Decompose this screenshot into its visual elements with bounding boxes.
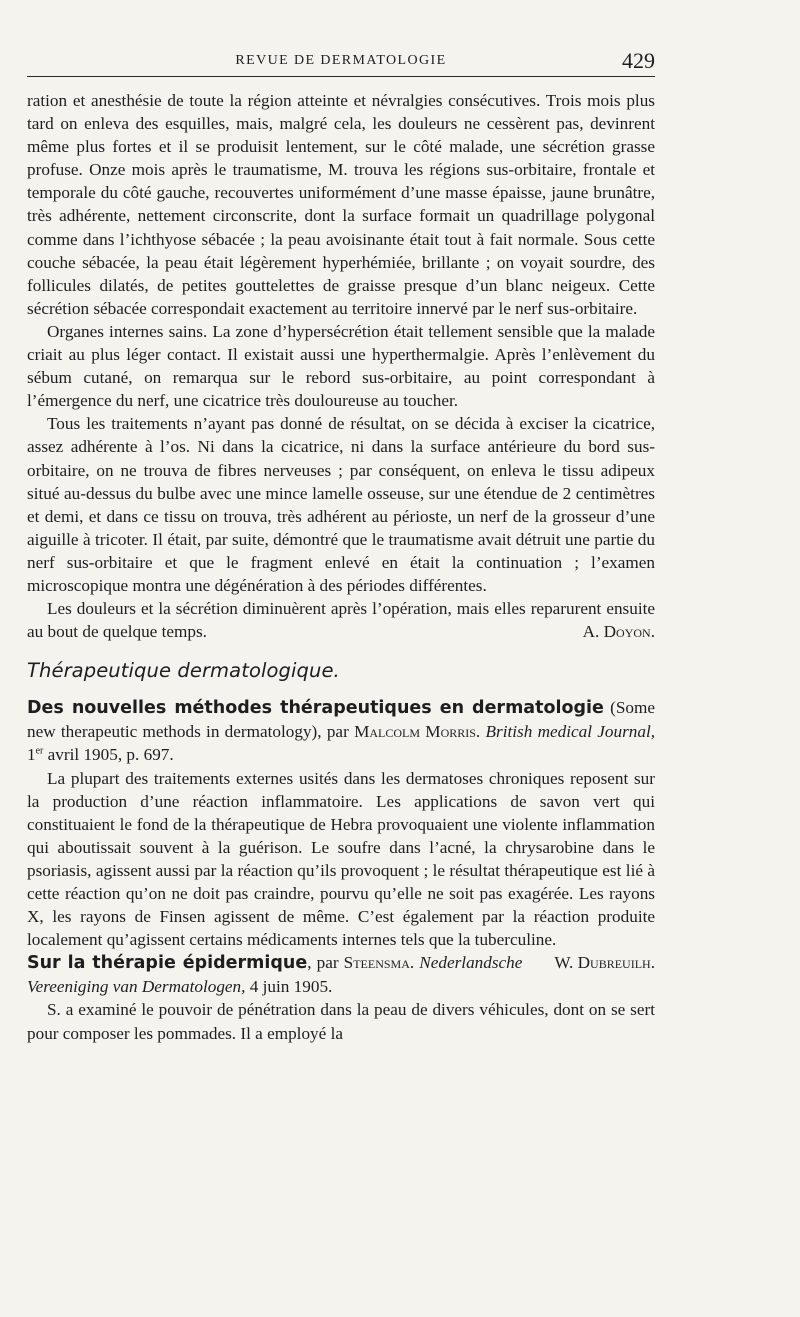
- book-page: [27, 48, 655, 1045]
- reference-date: 4 juin 1905.: [245, 977, 333, 997]
- reference-journal: Nederlandsche Vereeniging van Dermatologen,: [27, 953, 523, 997]
- page-number: 429: [622, 48, 655, 73]
- reference-author: Steensma.: [343, 953, 415, 973]
- paragraph: Organes internes sains. La zone d’hypersécrétion était tellement sensible que la malade criait au plus léger contact. Il existait aussi une hyperthermalgie. Après l’enlèvement du sébum cutané, on remarqua sur le rebord sus-orbitaire, au point correspondant à l’émergence du nerf, une cicatrice très douloureuse au toucher.: [27, 321, 655, 411]
- page-body: [27, 89, 655, 1045]
- paragraph-text: Les douleurs et la sécrétion diminuèrent après l’opération, mais elles reparurent ensuite au bout de quelque temps.: [27, 599, 655, 642]
- author-signature: W. Dubreuilh.: [554, 953, 655, 973]
- paragraph: ration et anesthésie de toute la région atteinte et névralgies consécutives. Trois mois plus tard on enleva des esquilles, mais, malgré cela, les douleurs ne cessèrent pas, devinrent même plus fortes et il se produisit lentement, sur le côté malade, une sécrétion grasse profuse. Onze mois après le traumatisme, M. trouva les régions sus-orbitaire, frontale et temporale du côté gauche, recouvertes uniformément d’une masse épaisse, jaune brunâtre, très adhérente, nettement circonscrite, dont la surface formait un quadrillage polygonal comme dans l’ichthyose sébacée ; la peau avoisinante était tout à fait normale. Sous cette couche sébacée, la peau était légèrement hyperhémiée, brillante ; on voyait sourdre, des follicules dilatés, de petites gouttelettes de graisse presque d’un blanc neigeux. Cette sécrétion sébacée correspondait exactement au territoire innervé par le nerf sus-orbitaire.: [27, 91, 655, 318]
- author-signature: A. Doyon.: [582, 622, 655, 642]
- reference-date-rest: avril 1905, p. 697.: [43, 745, 174, 765]
- article-reference: [27, 696, 655, 766]
- section-heading: Thérapeutique dermatologique.: [27, 659, 340, 683]
- reference-text: (Some new therapeutic methods in dermatology), par: [27, 698, 656, 742]
- running-header: [27, 48, 655, 77]
- article-title: Sur la thérapie épidermique: [27, 953, 308, 974]
- paragraph-with-signature: [27, 597, 655, 643]
- reference-date: 1: [27, 745, 36, 765]
- article-title: Des nouvelles méthodes thérapeutiques en dermatologie: [27, 698, 604, 719]
- paragraph: Tous les traitements n’ayant pas donné de résultat, on se décida à exciser la cicatrice, assez adhérente à l’os. Ni dans la cicatrice, ni dans la surface antérieure du bord sus-orbitaire, on ne trouva de fibres nerveuses ; par conséquent, on enleva le tissu adipeux situé au-dessus du bulbe avec une mince lamelle osseuse, sur une étendue de 2 centimètres et demi, et dans ce tissu on trouva, très adhérent au périoste, un nerf de la grosseur d’une aiguille à tricoter. Il était, par suite, démontré que le traumatisme avait détruit une partie du nerf sus-orbitaire et que le fragment enlevé en était la continuation ; l’examen microscopique montra une dégénération à des périodes différentes.: [27, 414, 655, 595]
- reference-text: , par: [307, 953, 344, 973]
- reference-journal: British medical Journal,: [485, 722, 656, 742]
- reference-author: Malcolm Morris.: [354, 722, 481, 742]
- reference-date-superscript: er: [35, 745, 44, 757]
- running-title: REVUE DE DERMATOLOGIE: [235, 53, 447, 68]
- paragraph-text: La plupart des traitements externes usités dans les dermatoses chroniques reposent sur la production d’une réaction inflammatoire. Les applications de savon vert qui constituaient le fond de la thérapeutique de Hebra provoquaient une violente inflammation qui aboutissait souvent à la guérison. Le soufre dans l’acné, la chrysarobine dans le psoriasis, agissent aussi par la réaction qu’ils provoquent ; le résultat thérapeutique est lié à cette réaction qu’on ne doit pas craindre, pourvu qu’elle ne soit pas exagérée. Les rayons X, les rayons de Finsen agissent de même. C’est également par la réaction produite localement qu’agissent certains médicaments internes tels que la tuberculine.: [27, 768, 655, 950]
- paragraph: S. a examiné le pouvoir de pénétration dans la peau de divers véhicules, dont on se sert pour composer les pommades. Il a employé la: [27, 1000, 655, 1043]
